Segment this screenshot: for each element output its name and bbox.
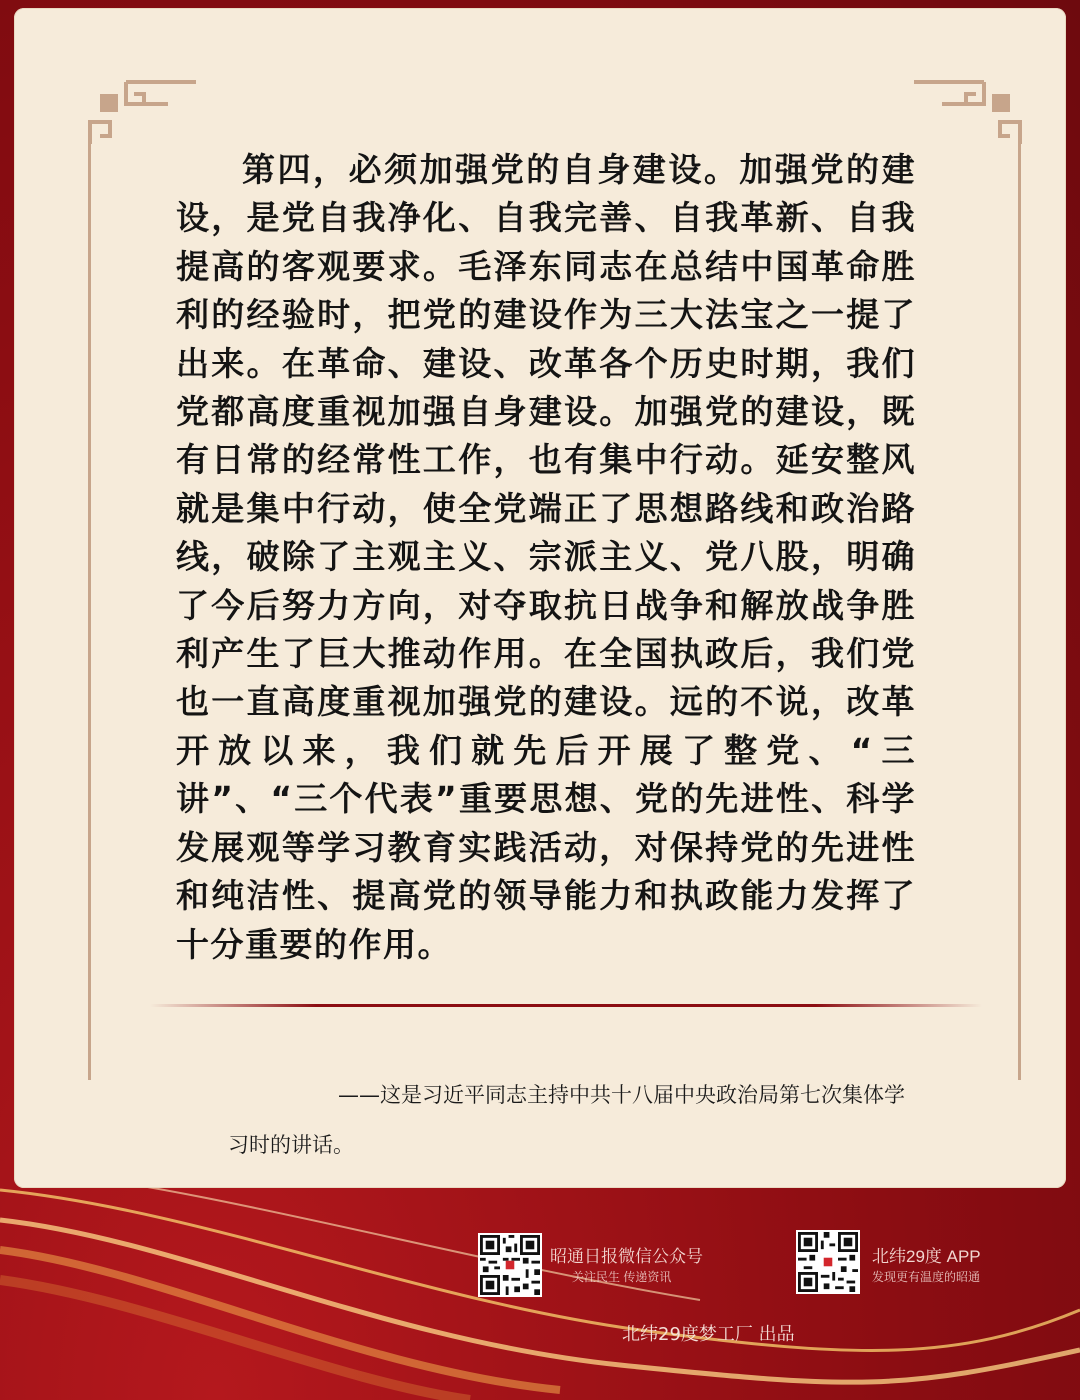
app-qr-code — [796, 1230, 860, 1294]
corner-ornament-left — [86, 78, 198, 148]
app-subtitle: 发现更有温度的昭通 — [872, 1270, 981, 1284]
article-body: 第四，必须加强党的自身建设。加强党的建设，是党自我净化、自我完善、自我革新、自我提高的客观要求。毛泽东同志在总结中国革命胜利的经验时，把党的建设作为三大法宝之一提了出来。在革命、建设、改革各个历史时期，我们党都高度重视加强自身建设。加强党的建设，既有日常的经常性工作，也有集中行动。延安整风就是集中行动，使全党端正了思想路线和政治路线，破除了主观主义、宗派主义、党八股，明确了今后努力方向，对夺取抗日战争和解放战争胜利产生了巨大推动作用。在全国执政后，我们党也一直高度重视加强党的建设。远的不说，改革开放以来，我们就先后开展了整党、“三讲”、“三个代表”重要思想、党的先进性、科学发展观等学习教育实践活动，对保持党的先进性和纯洁性、提高党的领导能力和执政能力发挥了十分重要的作用。 — [176, 150, 916, 964]
wechat-subtitle: 关注民生 传递资讯 — [572, 1270, 672, 1284]
corner-ornament-right — [912, 78, 1024, 148]
wechat-qr-code — [478, 1233, 542, 1297]
app-title: 北纬29度 APP — [872, 1247, 981, 1266]
frame-left-line — [88, 140, 91, 1080]
source-note: ——这是习近平同志主持中共十八届中央政治局第七次集体学习时的讲话。 — [228, 1083, 905, 1157]
producer-credit: 北纬29度梦工厂 出品 — [622, 1324, 795, 1345]
divider-line — [150, 1004, 982, 1007]
frame-right-line — [1018, 140, 1021, 1080]
wechat-title: 昭通日报微信公众号 — [550, 1247, 703, 1266]
